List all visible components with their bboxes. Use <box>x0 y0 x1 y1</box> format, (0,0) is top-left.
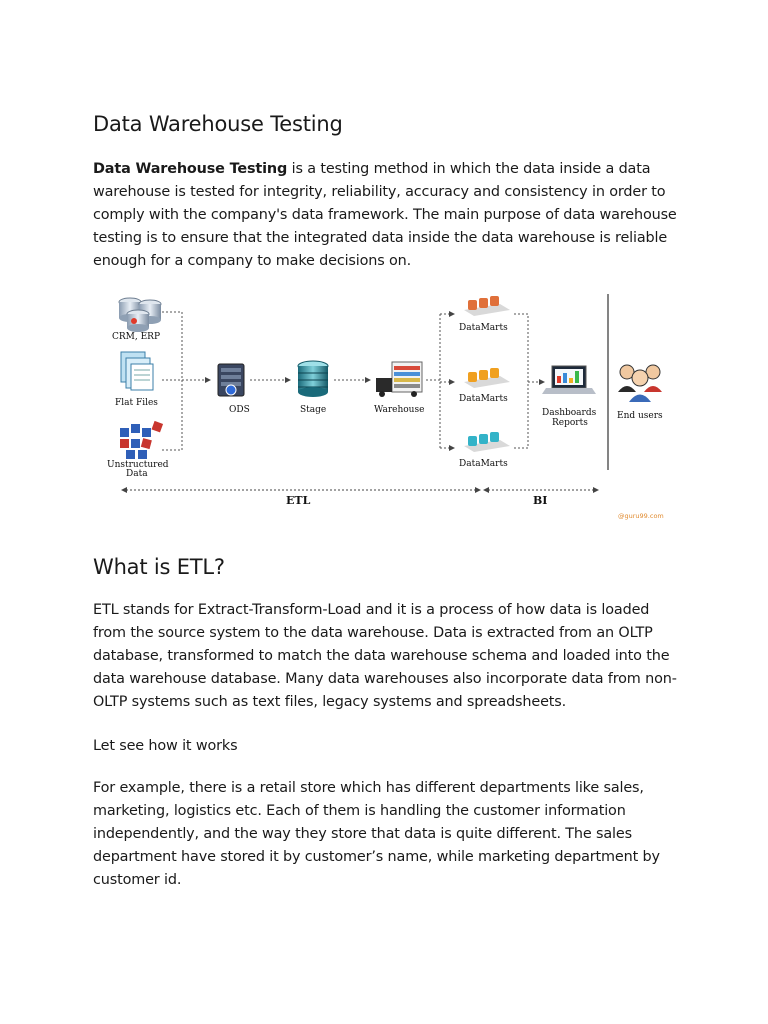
datamart-label-3: DataMarts <box>459 459 508 469</box>
warehouse-truck-icon <box>376 362 422 397</box>
datamart-label-1: DataMarts <box>459 323 508 333</box>
watermark: @guru99.com <box>618 512 664 520</box>
source-label-unstructured: Unstructured <box>107 460 169 470</box>
database-icon <box>119 298 161 332</box>
example-paragraph: For example, there is a retail store which has different departments like sales, marketing, logistics etc. Each of them is handling the customer information independently, and the way they store that data is quite different. The sales department have stored it by customer’s name, while marketing department by customer id. <box>93 780 660 888</box>
stage-database-icon <box>298 361 328 397</box>
datamart-icon <box>464 368 510 388</box>
dashboard-laptop-icon <box>542 366 596 394</box>
lead-in-text: Let see how it works <box>93 738 238 754</box>
etl-paragraph: ETL stands for Extract-Transform-Load and it is a process of how data is loaded from the source system to the data warehouse. Data is extracted from an OLTP database, transformed to match the data warehouse schema and loaded into the data warehouse database. Many data warehouses also incorporate data from non-OLTP systems such as text files, legacy systems and spreadsheets. <box>93 602 677 710</box>
intro-paragraph <box>93 158 683 273</box>
source-label-crm: CRM, ERP <box>112 332 161 342</box>
ods-server-icon <box>218 364 244 396</box>
report-label-reports: Reports <box>552 418 588 428</box>
datamart-label-2: DataMarts <box>459 394 508 404</box>
unstructured-data-icon <box>120 421 163 459</box>
intro-text: is a testing method in which the data inside a data warehouse is tested for integrity, reliability, accuracy and consistency in order to comply with the company's data framework. The main purpose of data warehouse testing is to ensure that the integrated data inside the data warehouse is reliable enough for a company to make decisions on. <box>93 161 677 269</box>
section-title-etl: What is ETL? <box>93 555 225 579</box>
datamart-icon <box>464 296 510 316</box>
stage-label-stage: Stage <box>300 405 327 415</box>
source-label-flat-files: Flat Files <box>115 398 158 408</box>
etl-span-label: ETL <box>286 494 311 507</box>
bi-span-label: BI <box>533 494 548 507</box>
page-title: Data Warehouse Testing <box>93 112 343 136</box>
stage-label-ods: ODS <box>229 405 250 415</box>
end-users-label: End users <box>617 411 663 421</box>
source-label-data: Data <box>126 469 148 479</box>
datamart-icon <box>464 432 510 452</box>
end-users-icon <box>618 365 662 402</box>
intro-bold-term: Data Warehouse Testing <box>93 161 288 177</box>
etl-architecture-diagram <box>100 288 680 524</box>
stage-label-warehouse: Warehouse <box>374 405 425 415</box>
flat-files-icon <box>121 352 153 390</box>
report-label-dashboards: Dashboards <box>542 408 597 418</box>
